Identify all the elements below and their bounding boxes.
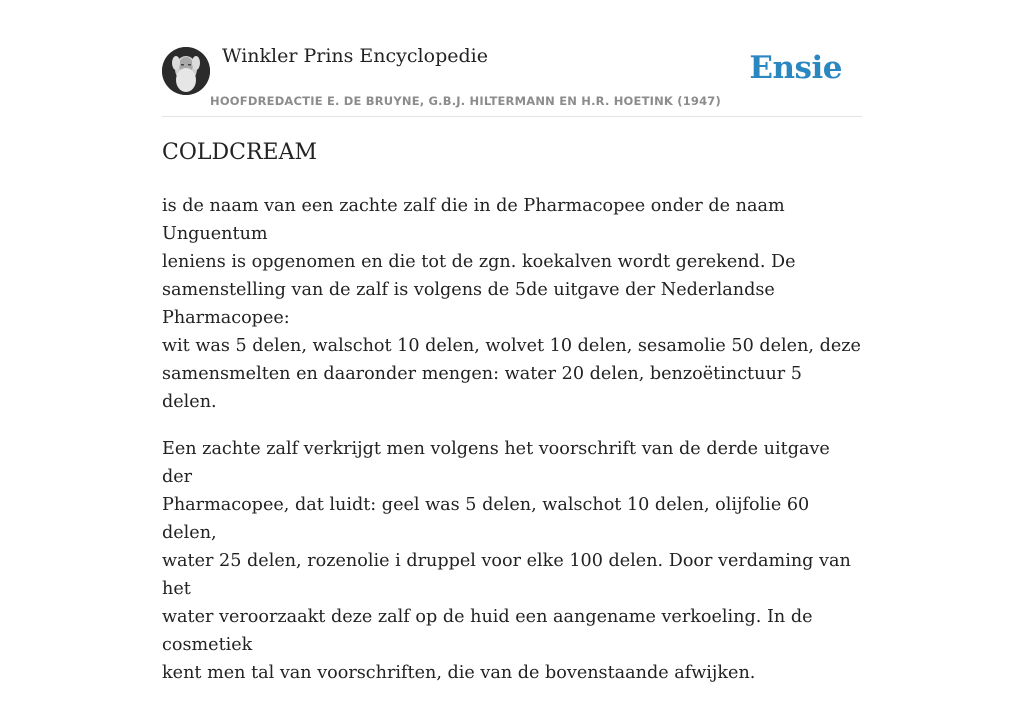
article-paragraph: Een zachte zalf verkrijgt men volgens het voorschrift van de derde uitgave der Pharmacopee, dat luidt: geel was 5 delen, walschot 10 delen, olijfolie 60 delen, water 25 delen, rozenolie i druppel voor elke 100 delen. Door verdaming van het water veroorzaakt deze zalf op de huid een aangename verkoeling. In de cosmetiek kent men tal van voorschriften, die van de bovenstaande afwijken. [162,439,851,683]
article-body [162,192,862,706]
source-editors: HOOFDREDACTIE E. DE BRUYNE, G.B.J. HILTERMANN EN H.R. HOETINK (1947) [210,94,721,108]
source-header [162,0,862,117]
source-avatar[interactable] [162,47,210,95]
portrait-icon [162,47,210,95]
article-paragraph: is de naam van een zachte zalf die in de Pharmacopee onder de naam Unguentum leniens is opgenomen en die tot de zgn. koekalven wordt gerekend. De samenstelling van de zalf is volgens de 5de uitgave der Nederlandse Pharmacopee: wit was 5 delen, walschot 10 delen, wolvet 10 delen, sesamolie 50 delen, deze samensmelten en daaronder mengen: water 20 delen, benzoëtinctuur 5 delen. [162,196,861,412]
source-title[interactable]: Winkler Prins Encyclopedie [222,45,488,67]
article-title: COLDCREAM [162,140,317,165]
brand-logo[interactable]: Ensie [749,50,842,86]
article-page [162,0,862,683]
